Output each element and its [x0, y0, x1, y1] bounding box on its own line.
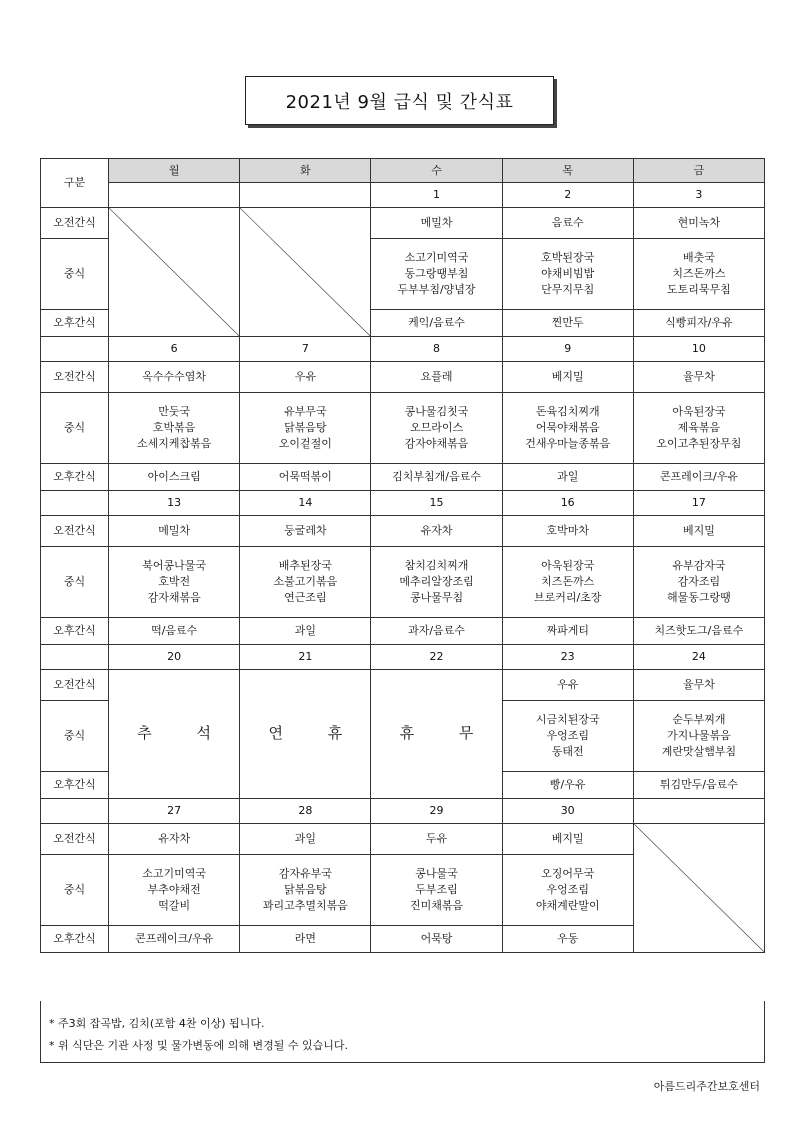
- pm-snack-cell: 어묵탕: [371, 926, 502, 953]
- date-cell: 13: [109, 491, 240, 516]
- pm-snack-cell: 콘프레이크/우유: [633, 464, 764, 491]
- holiday-cell: [240, 670, 371, 799]
- date-cell: 16: [502, 491, 633, 516]
- row-label: 오후간식: [41, 310, 109, 337]
- am-snack-cell: 율무차: [633, 362, 764, 393]
- lunch-cell: [633, 547, 764, 618]
- date-cell: 17: [633, 491, 764, 516]
- lunch-cell: [240, 547, 371, 618]
- empty-day-cell: [633, 824, 764, 953]
- date-cell: 29: [371, 799, 502, 824]
- am-snack-cell: 우유: [240, 362, 371, 393]
- row-label: 오전간식: [41, 208, 109, 239]
- lunch-item: 북어콩나물국: [142, 559, 207, 572]
- pm-snack-cell: 과자/음료수: [371, 618, 502, 645]
- lunch-cell: [502, 547, 633, 618]
- lunch-item: 유부감자국: [672, 559, 726, 572]
- lunch-cell: [371, 855, 502, 926]
- note-line: * 주3회 잡곡밥, 김치(포함 4찬 이상) 됩니다.: [49, 1017, 265, 1030]
- lunch-item: 동태전: [551, 745, 584, 758]
- lunch-item: 닭볶음탕: [284, 421, 327, 434]
- lunch-item: 닭볶음탕: [284, 883, 327, 896]
- am-snack-cell: 음료수: [502, 208, 633, 239]
- lunch-item: 소고기미역국: [142, 867, 207, 880]
- lunch-item: 소세지케찹볶음: [136, 437, 212, 450]
- row-label: 오전간식: [41, 516, 109, 547]
- am-snack-cell: 옥수수수염차: [109, 362, 240, 393]
- week-label-cell: [41, 337, 109, 362]
- date-cell: [633, 799, 764, 824]
- day-header: 목: [502, 159, 633, 183]
- lunch-item: 해물동그랑땡: [667, 591, 731, 604]
- lunch-cell: [633, 393, 764, 464]
- am-snack-cell: 유자차: [109, 824, 240, 855]
- date-cell: 8: [371, 337, 502, 362]
- pm-snack-cell: 콘프레이크/우유: [109, 926, 240, 953]
- lunch-item: 가지나물볶음: [667, 729, 731, 742]
- holiday-label: 휴 무: [399, 724, 494, 742]
- lunch-cell: [502, 855, 633, 926]
- am-snack-cell: 베지밀: [502, 362, 633, 393]
- date-cell: 9: [502, 337, 633, 362]
- holiday-label: 추 석: [137, 724, 232, 742]
- lunch-item: 배춧국: [682, 251, 715, 264]
- empty-day-cell: [240, 208, 371, 337]
- pm-snack-cell: 과일: [502, 464, 633, 491]
- row-label: 오전간식: [41, 824, 109, 855]
- date-cell: 28: [240, 799, 371, 824]
- lunch-item: 아욱된장국: [541, 559, 595, 572]
- lunch-cell: [371, 393, 502, 464]
- am-snack-cell: 요플레: [371, 362, 502, 393]
- lunch-item: 야채비빔밥: [541, 267, 595, 280]
- date-cell: 27: [109, 799, 240, 824]
- lunch-item: 연근조림: [284, 591, 327, 604]
- lunch-cell: [109, 547, 240, 618]
- am-snack-cell: 베지밀: [633, 516, 764, 547]
- lunch-item: 야채계란말이: [535, 899, 600, 912]
- am-snack-cell: 율무차: [633, 670, 764, 701]
- lunch-item: 도토리묵무침: [667, 283, 731, 296]
- page-title: 2021년 9월 급식 및 간식표: [245, 76, 554, 125]
- center-name: 아름드리주간보호센터: [653, 1080, 760, 1093]
- lunch-item: 순두부찌개: [672, 713, 726, 726]
- row-label: 오후간식: [41, 464, 109, 491]
- row-label: 중식: [41, 855, 109, 926]
- pm-snack-cell: 치즈핫도그/음료수: [633, 618, 764, 645]
- am-snack-cell: 현미녹차: [633, 208, 764, 239]
- lunch-item: 건새우마늘종볶음: [525, 437, 611, 450]
- lunch-item: 메추리알장조림: [399, 575, 474, 588]
- lunch-cell: [240, 855, 371, 926]
- pm-snack-cell: 케익/음료수: [371, 310, 502, 337]
- lunch-item: 계란맛살햄부침: [661, 745, 737, 758]
- lunch-item: 콩나물김칫국: [404, 405, 469, 418]
- lunch-item: 브로커리/초장: [533, 591, 602, 604]
- pm-snack-cell: 우동: [502, 926, 633, 953]
- lunch-item: 만둣국: [158, 405, 191, 418]
- am-snack-cell: 호박마차: [502, 516, 633, 547]
- week-label-cell: [41, 645, 109, 670]
- lunch-item: 진미채볶음: [409, 899, 464, 912]
- pm-snack-cell: 빵/우유: [502, 772, 633, 799]
- am-snack-cell: 메밀차: [371, 208, 502, 239]
- day-header: 수: [371, 159, 502, 183]
- lunch-item: 단무지무침: [541, 283, 595, 296]
- row-label: 중식: [41, 239, 109, 310]
- row-label: 오전간식: [41, 362, 109, 393]
- category-header: 구분: [41, 159, 109, 208]
- lunch-item: 호박된장국: [541, 251, 595, 264]
- holiday-label: 연 휴: [268, 724, 363, 742]
- lunch-item: 시금치된장국: [535, 713, 600, 726]
- row-label: 오후간식: [41, 772, 109, 799]
- lunch-item: 호박전: [158, 575, 191, 588]
- row-label: 중식: [41, 547, 109, 618]
- lunch-item: 두부부침/양념장: [397, 283, 476, 296]
- pm-snack-cell: 식빵피자/우유: [633, 310, 764, 337]
- lunch-item: 감자유부국: [278, 867, 332, 880]
- lunch-cell: [502, 393, 633, 464]
- pm-snack-cell: 라면: [240, 926, 371, 953]
- date-cell: 30: [502, 799, 633, 824]
- lunch-item: 부추야채전: [147, 883, 201, 896]
- lunch-cell: [633, 239, 764, 310]
- row-label: 오후간식: [41, 618, 109, 645]
- date-cell: 20: [109, 645, 240, 670]
- row-label: 오전간식: [41, 670, 109, 701]
- lunch-item: 꽈리고추멸치볶음: [262, 899, 348, 912]
- date-cell: 21: [240, 645, 371, 670]
- lunch-item: 어묵야채볶음: [535, 421, 600, 434]
- lunch-item: 제육볶음: [677, 421, 721, 434]
- am-snack-cell: 유자차: [371, 516, 502, 547]
- lunch-item: 떡갈비: [158, 899, 191, 912]
- lunch-item: 아욱된장국: [672, 405, 726, 418]
- lunch-item: 우엉조림: [546, 883, 589, 896]
- empty-day-cell: [109, 208, 240, 337]
- date-cell: 6: [109, 337, 240, 362]
- lunch-cell: [109, 393, 240, 464]
- date-cell: 15: [371, 491, 502, 516]
- pm-snack-cell: 찐만두: [502, 310, 633, 337]
- date-cell: 2: [502, 183, 633, 208]
- lunch-item: 두부조림: [415, 883, 458, 896]
- lunch-item: 유부무국: [284, 405, 327, 418]
- am-snack-cell: 둥굴레차: [240, 516, 371, 547]
- lunch-item: 치즈돈까스: [672, 267, 726, 280]
- lunch-item: 소불고기볶음: [273, 575, 338, 588]
- notes-box: [40, 1001, 765, 1063]
- lunch-item: 오이겉절이: [278, 437, 332, 450]
- day-header: 화: [240, 159, 371, 183]
- week-label-cell: [41, 799, 109, 824]
- pm-snack-cell: 튀김만두/음료수: [633, 772, 764, 799]
- day-header: 월: [109, 159, 240, 183]
- lunch-cell: [371, 239, 502, 310]
- date-cell: 14: [240, 491, 371, 516]
- lunch-item: 동그랑땡부침: [404, 267, 469, 280]
- am-snack-cell: 메밀차: [109, 516, 240, 547]
- date-cell: [109, 183, 240, 208]
- lunch-item: 우엉조림: [546, 729, 589, 742]
- menu-table: [40, 158, 765, 953]
- date-cell: 22: [371, 645, 502, 670]
- am-snack-cell: 우유: [502, 670, 633, 701]
- pm-snack-cell: 아이스크림: [109, 464, 240, 491]
- holiday-cell: [371, 670, 502, 799]
- lunch-item: 소고기미역국: [404, 251, 469, 264]
- date-cell: 23: [502, 645, 633, 670]
- row-label: 중식: [41, 701, 109, 772]
- am-snack-cell: 베지밀: [502, 824, 633, 855]
- row-label: 오후간식: [41, 926, 109, 953]
- pm-snack-cell: 짜파게티: [502, 618, 633, 645]
- date-cell: 10: [633, 337, 764, 362]
- date-cell: 1: [371, 183, 502, 208]
- lunch-item: 감자조림: [677, 575, 721, 588]
- lunch-item: 돈육김치찌개: [535, 405, 600, 418]
- lunch-item: 콩나물국: [415, 867, 458, 880]
- lunch-item: 배추된장국: [278, 559, 332, 572]
- am-snack-cell: 과일: [240, 824, 371, 855]
- lunch-cell: [633, 701, 764, 772]
- lunch-cell: [371, 547, 502, 618]
- lunch-item: 참치김치찌개: [404, 559, 469, 572]
- lunch-item: 호박볶음: [152, 421, 196, 434]
- note-line: * 위 식단은 기관 사정 및 물가변동에 의해 변경될 수 있습니다.: [49, 1039, 348, 1052]
- date-cell: 3: [633, 183, 764, 208]
- lunch-cell: [240, 393, 371, 464]
- am-snack-cell: 두유: [371, 824, 502, 855]
- holiday-cell: [109, 670, 240, 799]
- date-cell: 24: [633, 645, 764, 670]
- lunch-item: 치즈돈까스: [541, 575, 595, 588]
- lunch-item: 감자채볶음: [147, 591, 201, 604]
- date-cell: 7: [240, 337, 371, 362]
- lunch-item: 콩나물무침: [409, 591, 464, 604]
- row-label: 중식: [41, 393, 109, 464]
- pm-snack-cell: 과일: [240, 618, 371, 645]
- lunch-cell: [502, 701, 633, 772]
- pm-snack-cell: 어묵떡볶이: [240, 464, 371, 491]
- date-cell: [240, 183, 371, 208]
- week-label-cell: [41, 491, 109, 516]
- lunch-item: 오징어무국: [541, 867, 595, 880]
- lunch-cell: [109, 855, 240, 926]
- lunch-item: 오이고추된장무침: [656, 437, 742, 450]
- pm-snack-cell: 떡/음료수: [109, 618, 240, 645]
- lunch-cell: [502, 239, 633, 310]
- pm-snack-cell: 김치부침개/음료수: [371, 464, 502, 491]
- day-header: 금: [633, 159, 764, 183]
- lunch-item: 오므라이스: [409, 421, 464, 434]
- lunch-item: 감자야채볶음: [404, 437, 469, 450]
